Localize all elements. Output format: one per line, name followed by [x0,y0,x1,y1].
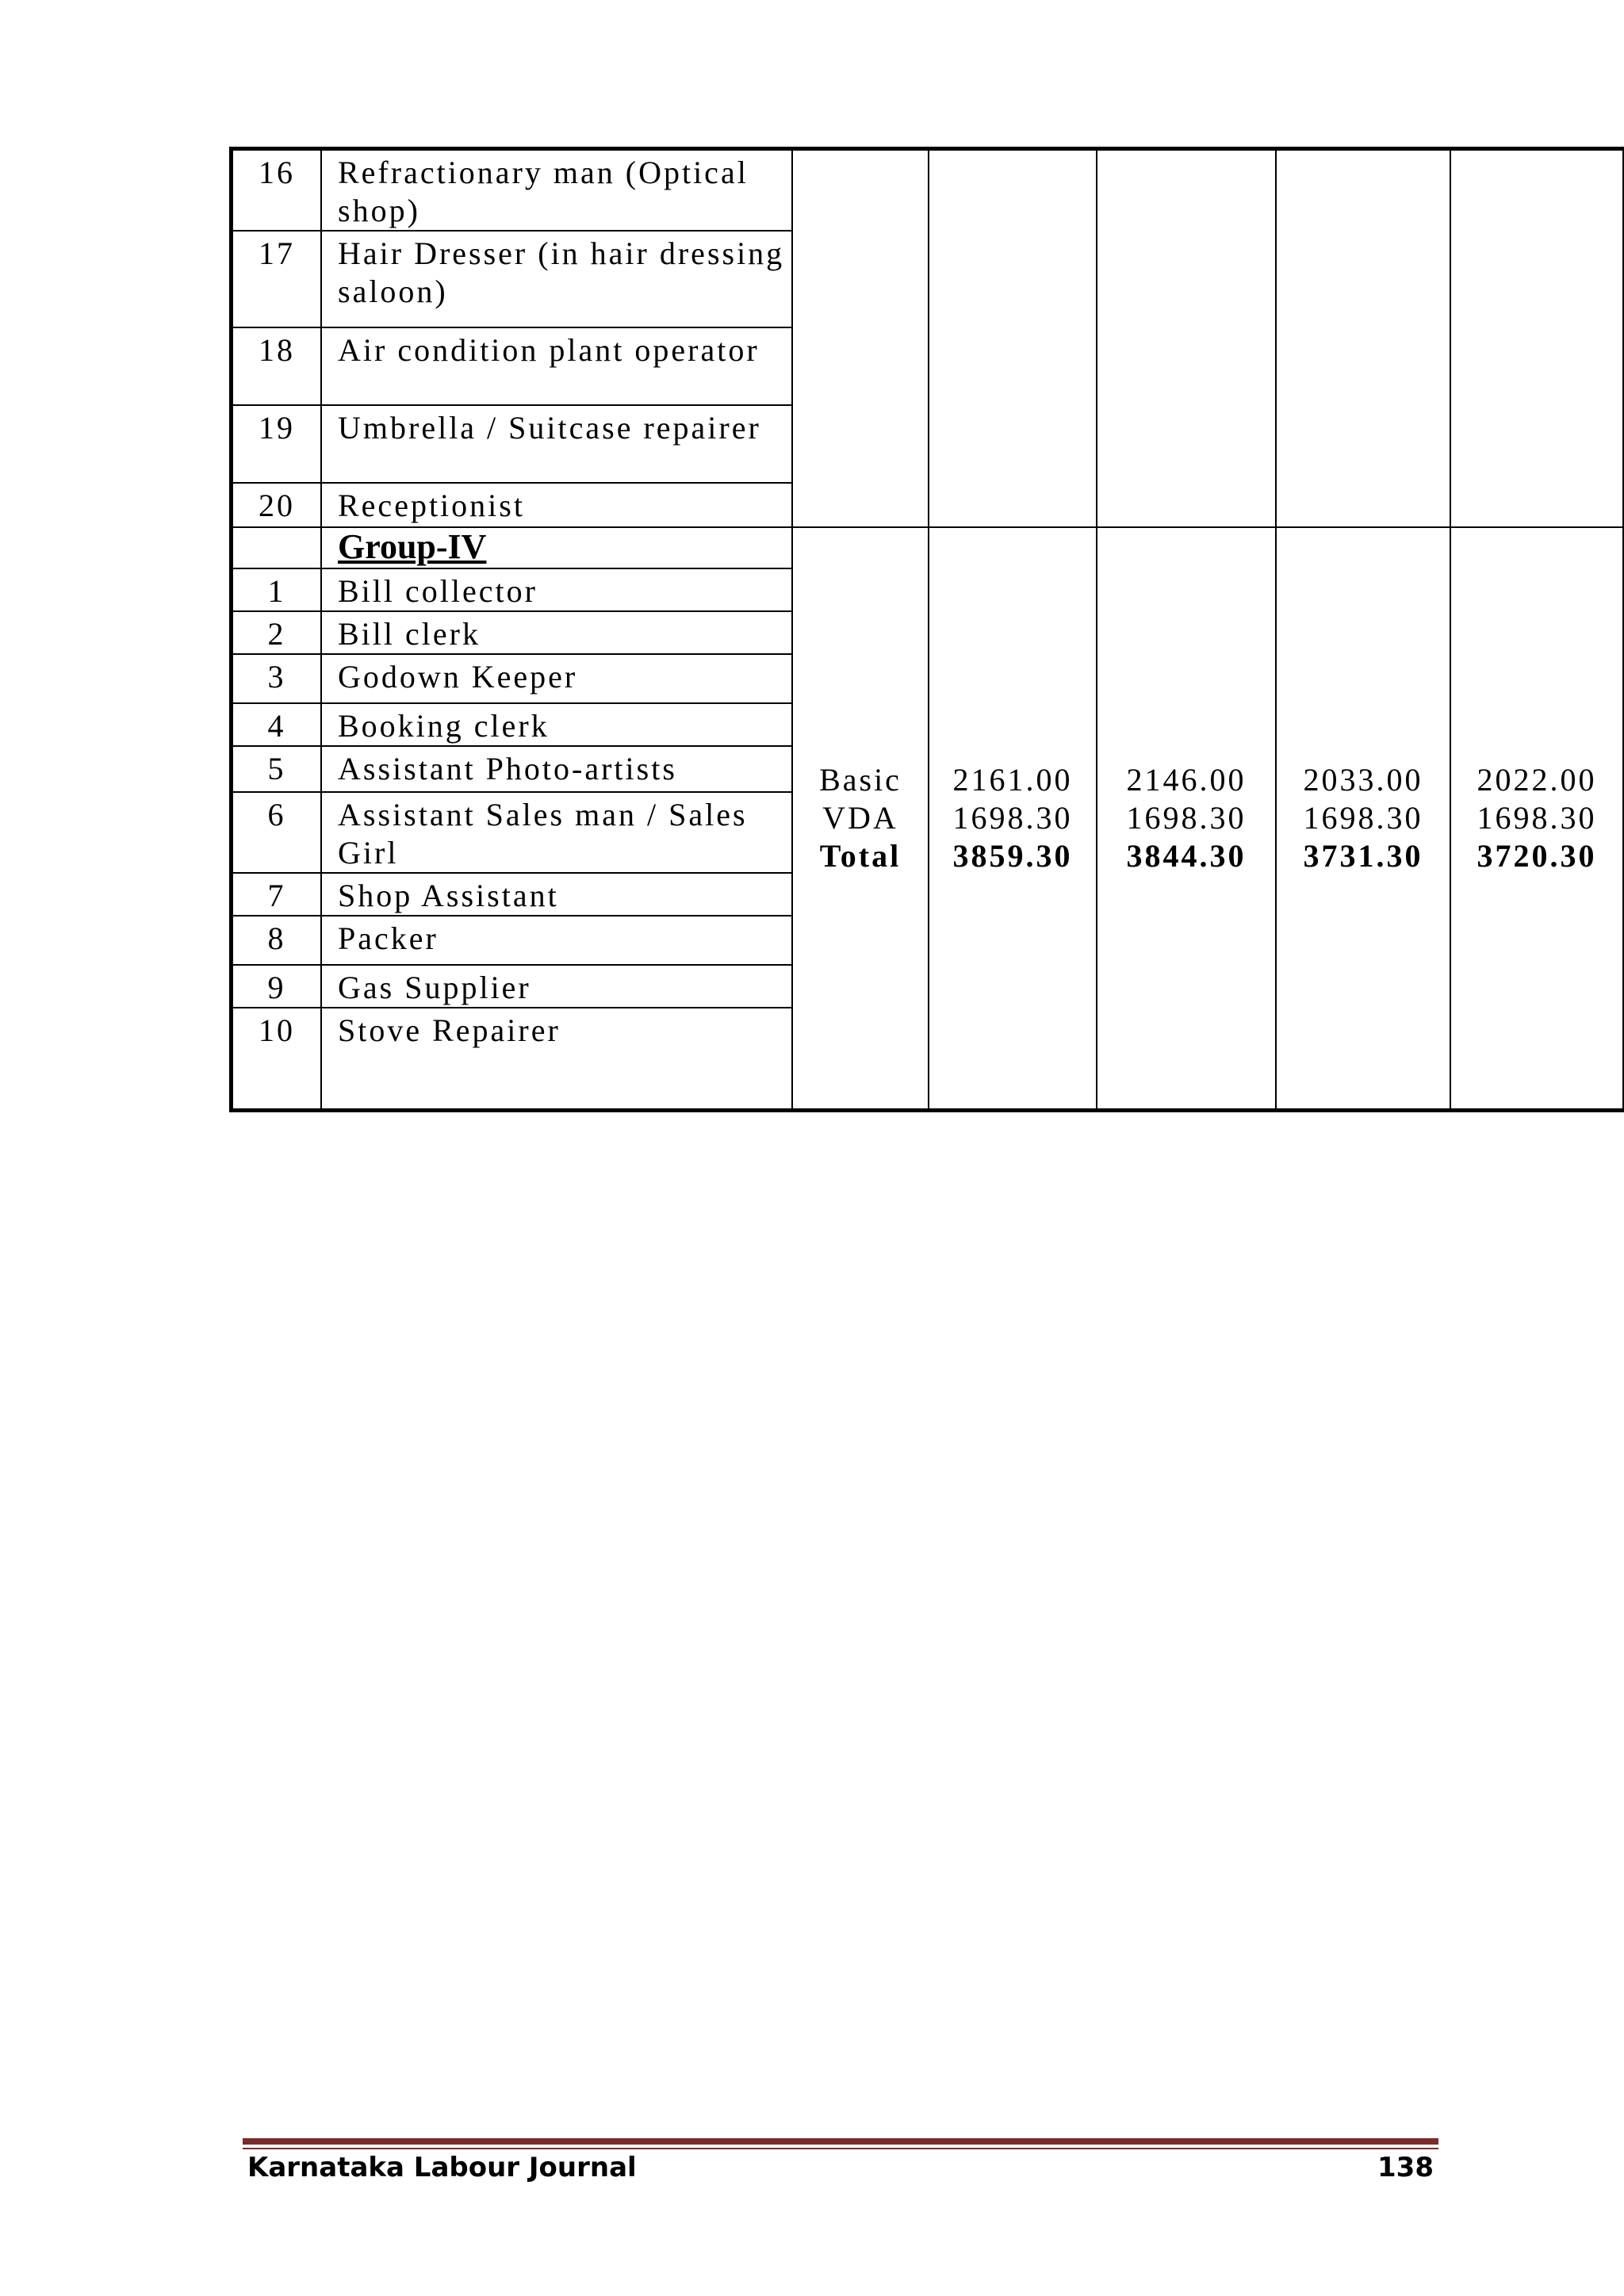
serial-number: 6 [232,792,321,873]
employment-name: Refractionary man (Optical shop) [321,150,792,231]
employment-name: Shop Assistant [321,873,792,916]
total-value: 3720.30 [1477,838,1597,874]
empty-pay-label-cell [792,150,929,527]
employment-name: Assistant Photo-artists [321,746,792,792]
empty-zone-cell [1276,150,1450,527]
employment-name: Air condition plant operator [321,327,792,405]
zone-3-pay [1276,527,1450,1109]
serial-number: 1 [232,568,321,611]
vda-value: 1698.30 [1477,800,1597,836]
empty-zone-cell [1097,150,1276,527]
basic-label: Basic [819,762,902,798]
zone-1-pay [929,527,1097,1109]
serial-number: 18 [232,327,321,405]
zone-2-pay [1097,527,1276,1109]
zone-4-pay [1450,527,1623,1109]
serial-number: 19 [232,405,321,483]
employment-name: Bill clerk [321,611,792,654]
vda-label: VDA [822,800,898,836]
serial-number: 16 [232,150,321,231]
serial-number: 4 [232,703,321,746]
group-heading: Group-IV [321,527,792,568]
journal-title: Karnataka Labour Journal [247,2152,637,2183]
employment-name: Gas Supplier [321,965,792,1008]
page-number: 138 [1377,2152,1434,2183]
table-row [232,150,1623,231]
total-label: Total [819,838,902,874]
wage-table [232,149,1624,1110]
serial-number: 3 [232,654,321,703]
total-value: 3844.30 [1126,838,1247,874]
vda-value: 1698.30 [1126,800,1247,836]
serial-number: 7 [232,873,321,916]
basic-value: 2161.00 [952,762,1073,798]
basic-value: 2033.00 [1303,762,1423,798]
empty-serial-cell [232,527,321,568]
employment-name: Booking clerk [321,703,792,746]
table-row [232,527,1623,568]
serial-number: 17 [232,231,321,327]
employment-name: Bill collector [321,568,792,611]
total-value: 3859.30 [952,838,1073,874]
serial-number: 10 [232,1008,321,1109]
total-value: 3731.30 [1303,838,1423,874]
serial-number: 8 [232,916,321,965]
serial-number: 9 [232,965,321,1008]
serial-number: 2 [232,611,321,654]
serial-number: 20 [232,483,321,527]
employment-name: Assistant Sales man / Sales Girl [321,792,792,873]
empty-zone-cell [929,150,1097,527]
employment-name: Umbrella / Suitcase repairer [321,405,792,483]
basic-value: 2022.00 [1477,762,1597,798]
employment-name: Hair Dresser (in hair dressing saloon) [321,231,792,327]
vda-value: 1698.30 [952,800,1073,836]
vda-value: 1698.30 [1303,800,1423,836]
empty-zone-cell [1450,150,1623,527]
employment-name: Packer [321,916,792,965]
employment-name: Godown Keeper [321,654,792,703]
basic-value: 2146.00 [1126,762,1247,798]
pay-labels [792,527,929,1109]
footer-rule [243,2138,1438,2145]
serial-number: 5 [232,746,321,792]
footer-rule-thin [243,2148,1438,2149]
employment-name: Receptionist [321,483,792,527]
employment-name: Stove Repairer [321,1008,792,1109]
